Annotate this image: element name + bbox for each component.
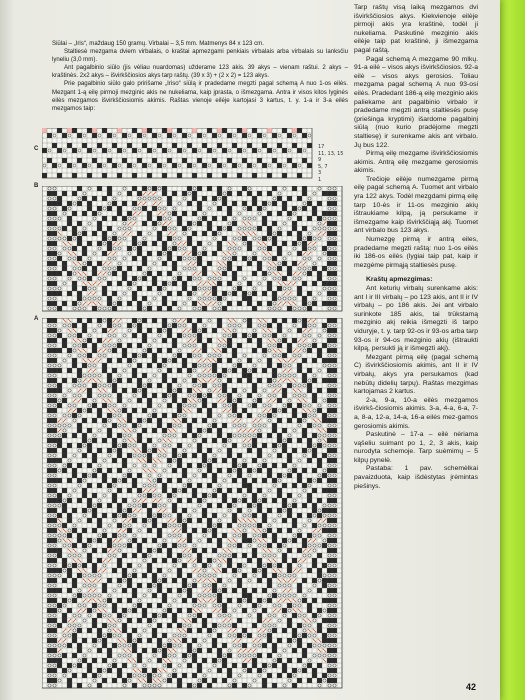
chart-b-label: B xyxy=(34,183,39,189)
instr-note: Pastaba: 1 pav. schemėlkai pavaizduota, kaip išdėstytas įrėmintas piešinys. xyxy=(354,465,478,490)
instr-first-rows: Pirmą eilę mezgame išvirkščiosiomis akimis. Antrą eilę mezgame gerosiomis akimis. xyxy=(354,150,478,175)
intro-needles: Staltiesė mezgama dviem virbalais, o kraštai apmezgami penkiais virbalais arba virbalais su lanksčiu lyneliu (3,0 mm). xyxy=(52,48,348,64)
instructions-column xyxy=(354,4,478,491)
instr-continue: Numezgę pirmą ir antrą eiles, pradedame megzti raštą: nuo 1-os eilės iki 186-os eilės (lygiai taip pat, kaip ir mezgėme pirmąją staltiesės pusę. xyxy=(354,236,478,269)
intro-cast-on: Ant pagalbinio siūlo (jis vėliau nuardomas) užderame 123 akis. 39 akys – vienam raštui. 2 akys – kraštinės. 2x2 akys – išvirkščiosios akys tarp raštų. (39 x 3) + (2 x 2) = 123 akys. xyxy=(52,64,348,80)
chart-a xyxy=(42,318,344,690)
chart-c-row-number: 1 xyxy=(318,176,322,183)
instr-scheme-c: Mezgant pirmą eilę (pagal schemą C) išvirkščiosiomis akimis, ant II ir IV virbalų, akys yra persukamos (kad nebūtų didelių tarpų). Raštas mezgimas kartojamas 2 kartus. xyxy=(354,353,478,396)
chart-c-label: C xyxy=(34,146,39,152)
intro-text xyxy=(52,40,348,113)
instr-purl-rows: 2-a, 9-a, 10-a eilės mezgamos išvirkš-čiosiomis akimis. 3-a, 4-a, 6-a, 7-a, 8-a, 12-a, 14-a, 16-a eilės mez-gamos gerosiomis akimis. xyxy=(354,396,478,430)
page-number: 42 xyxy=(466,682,477,692)
chart-c-row-number: 9 xyxy=(318,157,322,163)
chart-a-label: A xyxy=(34,316,39,322)
chart-c-row-number: 11, 13, 15 xyxy=(318,150,344,157)
chart-c-row-number: 5, 7 xyxy=(318,163,328,170)
instr-third-row: Trečioje eilėje numezgame pirmą eilę pagal schemą A. Tuomet ant virbalo yra 122 akys. Todėl mezgdami pirmą eilę tarp 10-ės ir 11-os mezginio akių ištraukiame kilpą, ją persukame ir išmezgame kaip išvirkščiąją akį. Tuomet ant virbalo bus 123 akys. xyxy=(354,175,478,235)
instr-between-patterns: Tarp raštų visą laiką mezgamos dvi išvirkščiosios akys. Kiekvienoje eilėje pirmoji akis yra kraštinė, todėl ji nukeliama. Paskutinė mezginio akis eilėje taip pat kraštinė, ji išmezgama pagal raštą. xyxy=(354,4,478,54)
instr-last-row: Paskutinė – 17-a – eilė nėriama vąšeliu suimant po 1, 2, 3 akis, kaip nurodyta schemoje. Tarp suėmimų – 5 kilpų pynelė. xyxy=(354,431,478,464)
chart-b xyxy=(42,186,344,312)
chart-c-row-number: 17 xyxy=(318,144,325,150)
instr-edging: Ant keturių virbalų surenkame akis: ant I ir III virbalų – po 123 akis, ant II ir IV virbalų – po 186 akis. Jei ant virbalo surinkote 185 akis, tai trūkstamą mezginio akį reikia išmegzti iš tarpo viduryje, t. y. tarp 92-os ir 93-os arba tarp 93-os ir 94-os mezginio akių (ištraukti kilpą, persukti ją ir išmegzti akį). xyxy=(354,285,478,353)
instr-edging-heading: Kraštų apmezgimas: xyxy=(366,276,433,284)
chart-c-row-number: 3 xyxy=(318,170,322,176)
chart-c-row-numbers xyxy=(318,144,343,183)
intro-start: Prie pagalbinio siūlo galo pririšame „Iriso“ siūlą ir pradedame megzti pagal schemą A nuo 1-os eilės. Mezgant 1-ą eilę pirmoji mezginic akis ne nukeliama, kaip įprasta, o išmezgama. Antra ir visos kitos lyginės eilės mezgamos išvirkščiosiomis akimis. Raštas vienoje eilėje kartojasi 3 kartus, t. y. 1-a ir 3-a eilės mezgamos taip: xyxy=(52,80,348,112)
chart-c xyxy=(42,128,314,180)
intro-materials: Siūlai – „Iris“, maždaug 150 gramų. Virbalai – 3,5 mm. Matmenys 84 x 123 cm. xyxy=(52,40,264,47)
instr-scheme-a: Pagal schemą A mezgame 90 mlkų. 91-a eilė – visos akys išvirkščiosios. 92-a eilė – visos akys gerosios. Toliau mezgama pagal schemą A nuo 93-osi eilės. Pradedant 186-ą eilę mezginio akis paliekame ant pagalbinio virbalo ir pradedame megzti antrą staltiesės pusę (priešinga kryptimi) išardome pagalbinį siūlą (nuo kurio pradėjome megzti staltiesę) ir surenkame akis ant virbalo. Jų bus 122. xyxy=(354,55,478,149)
